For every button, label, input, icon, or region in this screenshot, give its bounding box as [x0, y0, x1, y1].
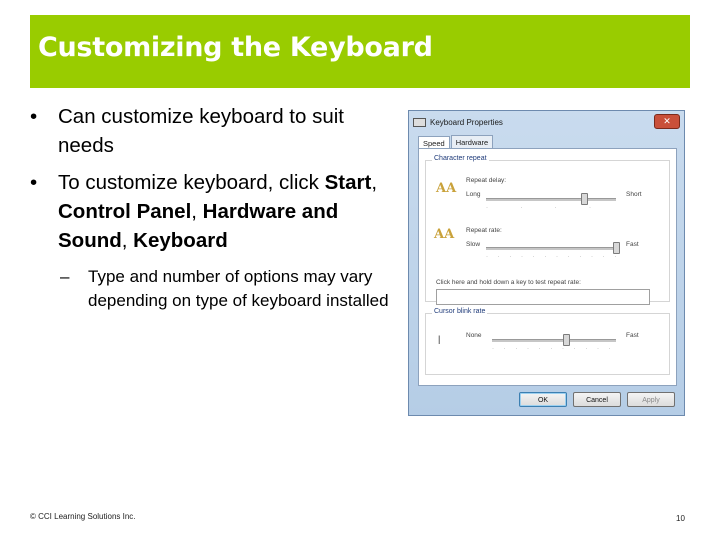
repeat-delay-icon: AA: [436, 181, 457, 196]
title-bar: [30, 15, 690, 88]
cursor-blink-min-label: None: [466, 332, 482, 339]
sub-bullet-marker: –: [60, 267, 70, 286]
bullet-bold-control-panel: Control Panel: [58, 200, 192, 223]
sub-bullet-text: Type and number of options may vary depending on type of keyboard installed: [88, 267, 389, 310]
repeat-test-label: Click here and hold down a key to test repeat rate:: [436, 279, 581, 286]
bullet-sep: ,: [191, 200, 203, 223]
bullet-marker: •: [30, 105, 38, 128]
repeat-delay-min-label: Long: [466, 191, 481, 198]
tab-speed[interactable]: Speed: [418, 136, 450, 150]
repeat-rate-min-label: Slow: [466, 241, 481, 248]
page-number: 10: [676, 514, 685, 523]
cursor-blink-ticks: · · · · · · · · · · ·: [492, 346, 615, 352]
cancel-button[interactable]: Cancel: [573, 392, 621, 407]
slide-title: Customizing the Keyboard: [38, 32, 433, 63]
repeat-rate-max-label: Fast: [626, 241, 639, 248]
apply-button[interactable]: Apply: [627, 392, 675, 407]
repeat-delay-track: [486, 198, 616, 201]
character-repeat-group: [425, 155, 670, 302]
bullet-item-1: [30, 102, 390, 160]
repeat-delay-label: Repeat delay:: [466, 177, 507, 184]
cursor-blink-title: Cursor blink rate: [434, 308, 486, 315]
repeat-rate-icon: AA: [434, 227, 455, 242]
bullet-item-2: [30, 168, 390, 255]
tab-strip: [418, 135, 494, 149]
repeat-delay-max-label: Short: [626, 191, 642, 198]
close-button[interactable]: ✕: [654, 114, 680, 129]
repeat-delay-ticks: · · · ·: [486, 205, 595, 211]
bullet-sep: ,: [121, 229, 134, 252]
repeat-test-input[interactable]: [436, 289, 650, 305]
bullet-text-prefix: To customize keyboard, click: [58, 171, 325, 194]
repeat-rate-ticks: · · · · · · · · · · · ·: [486, 254, 621, 260]
ok-button[interactable]: OK: [519, 392, 567, 407]
repeat-rate-slider[interactable]: [613, 242, 620, 254]
character-repeat-title: Character repeat: [434, 155, 487, 162]
repeat-rate-track: [486, 247, 616, 250]
keyboard-icon: [413, 118, 426, 127]
tab-hardware[interactable]: Hardware: [451, 135, 494, 149]
bullet-sep: ,: [371, 171, 378, 194]
bullet-bold-hardware-sound: Hardware and Sound: [58, 200, 339, 252]
speed-panel: [418, 148, 677, 386]
repeat-rate-label: Repeat rate:: [466, 227, 502, 234]
footer-copyright: © CCI Learning Solutions Inc.: [30, 512, 136, 521]
bullet-text: Can customize keyboard to suit needs: [58, 105, 344, 157]
repeat-delay-slider[interactable]: [581, 193, 588, 205]
dialog-titlebar: [413, 114, 503, 130]
sub-bullet: [30, 265, 390, 313]
bullet-list: [30, 102, 390, 313]
cursor-blink-slider[interactable]: [563, 334, 570, 346]
bullet-bold-start: Start: [324, 171, 372, 194]
cursor-blink-group: [425, 308, 670, 375]
cursor-blink-max-label: Fast: [626, 332, 639, 339]
cursor-blink-preview: |: [438, 334, 441, 344]
bullet-marker: •: [30, 171, 38, 194]
cursor-blink-track: [492, 339, 616, 342]
keyboard-properties-dialog: [408, 110, 685, 416]
bullet-bold-keyboard: Keyboard: [133, 229, 228, 252]
dialog-title: Keyboard Properties: [430, 117, 503, 127]
